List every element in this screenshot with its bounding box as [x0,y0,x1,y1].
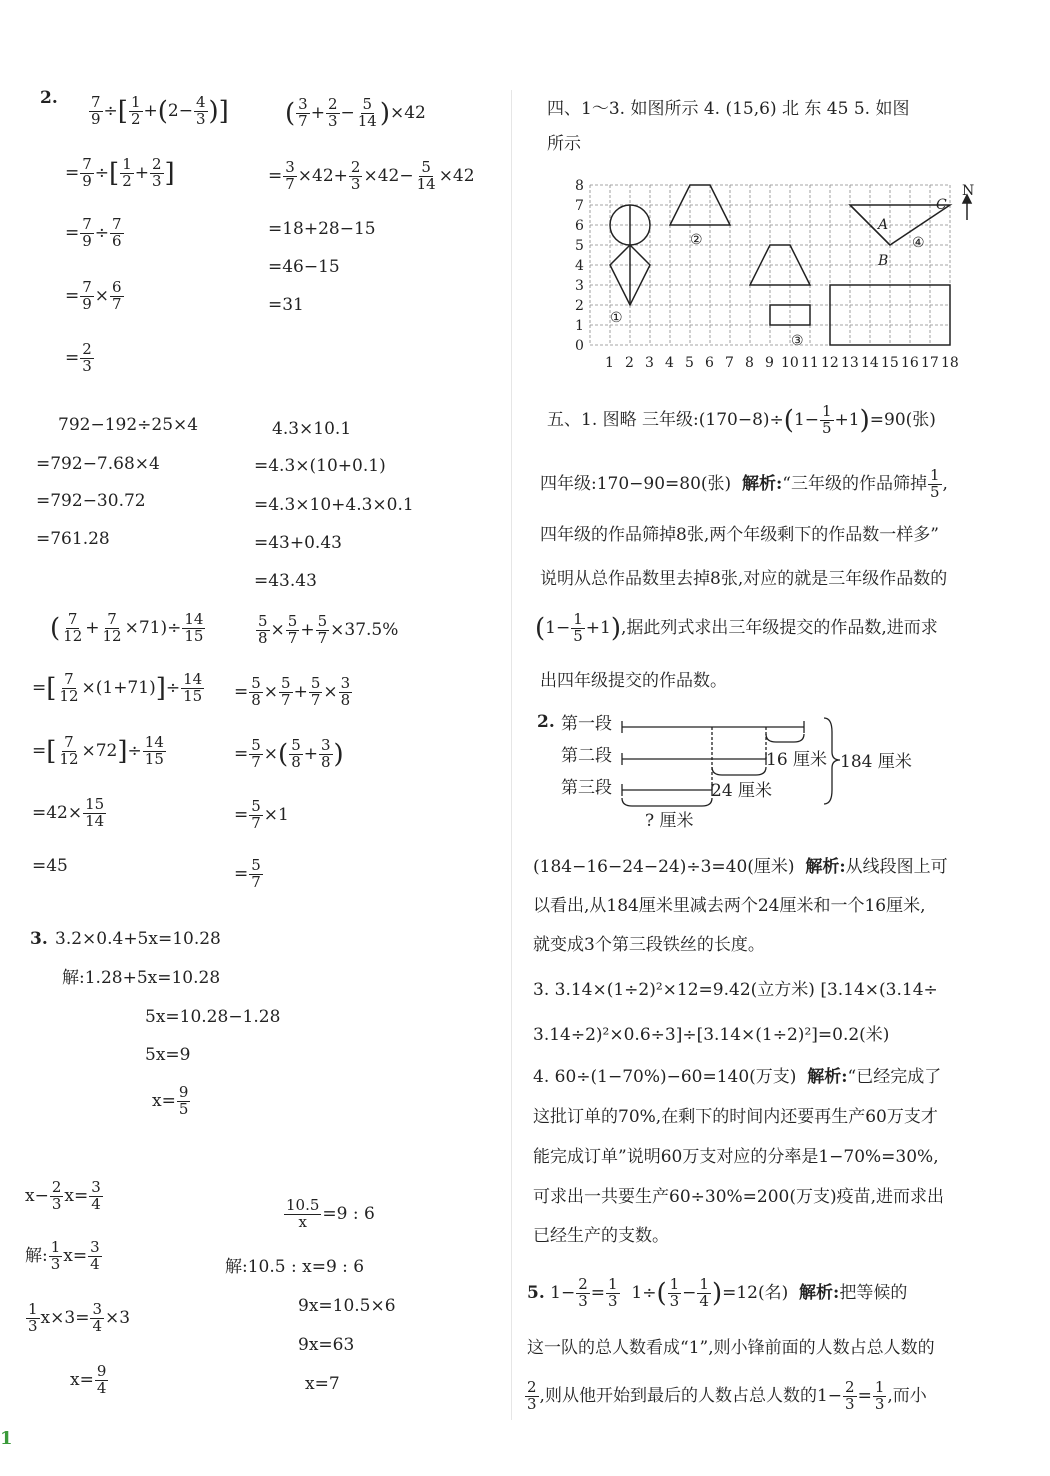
ex5-line4: =42× $\frac{15}{14}$ [32,795,105,830]
q4-line2: 这批订单的70%,在剩下的时间内还要再生产60万支才 [533,1107,938,1127]
q2-number-right: 2. [537,712,555,732]
label-circle-3: ③ [791,333,804,349]
label-circle-1: ① [610,310,623,326]
y-label: 3 [575,278,584,294]
ex1-line4: = $\frac{7}{9}$ × $\frac{6}{7}$ [65,278,122,313]
y-label: 0 [575,338,584,354]
page-mark: 1 [0,1428,13,1449]
q2-explain-3: 就变成3个第三段铁丝的长度。 [533,935,765,955]
x-label: 11 [801,355,819,371]
x-label: 3 [645,355,654,371]
q4-line4: 可求出一共要生产60÷30%=200(万支)疫苗,进而求出 [533,1187,945,1207]
q2-explain-2: 以看出,从184厘米里减去两个24厘米和一个16厘米, [533,896,926,916]
ex2-line4: =46−15 [268,257,340,277]
q5-answer: 5. 1− $\frac{2}{3}$ = $\frac{1}{3}$ 1÷( $\frac{1}{3}$ − $\frac{1}{4}$ )=12(名) 解析:把等候的 [527,1275,908,1310]
q5-line2: 这一队的总人数看成“1”,则小锋前面的人数占总人数的 [527,1338,935,1358]
ex6-line4: = $\frac{5}{7}$ ×1 [234,797,289,832]
ex6-line1: $\frac{5}{8}$ × $\frac{5}{7}$ + $\frac{5}{7}$ ×37.5% [258,612,399,647]
ex5-line1: ( $\frac{7}{12}$ + $\frac{7}{12}$ ×71)÷ $\frac{14}{15}$ [50,610,204,645]
segment2-label: 第二段 [561,746,612,766]
label-circle-2: ② [690,232,703,248]
ex3-line1: 792−192÷25×4 [58,415,199,435]
eq2-line1: $\frac{10.5}{x}$ =9 : 6 [286,1196,375,1231]
y-label: 1 [575,318,584,334]
ex2-line3: =18+28−15 [268,219,376,239]
ex6-line3: = $\frac{5}{7}$ ×( $\frac{5}{8}$ + $\frac{3}{8}$ ) [234,736,344,771]
y-label: 5 [575,238,584,254]
ex3-line4: =761.28 [36,529,110,549]
coordinate-grid-figure [560,175,980,385]
x-label: 17 [921,355,939,371]
q5-line3: $\frac{2}{3}$ ,则从他开始到最后的人数占总人数的1− $\frac{2}{3}$ = $\frac{1}{3}$ ,而小 [527,1378,927,1413]
north-label: N [962,183,975,199]
x-label: 5 [685,355,694,371]
eq1-line3: $\frac{1}{3}$ x×3= $\frac{3}{4}$ ×3 [28,1300,131,1335]
ex6-line5: = $\frac{5}{7}$ [234,856,261,891]
x-label: 2 [625,355,634,371]
y-label: 4 [575,258,584,274]
ex1-line1: $\frac{7}{9}$ ÷[ $\frac{1}{2}$ +(2− $\frac{4}{3}$ )] [91,93,229,128]
y-label: 8 [575,178,584,194]
ex5-line2: =[ $\frac{7}{12}$ ×(1+71)]÷ $\frac{14}{15}$ [32,670,203,705]
q3-line2: 解:1.28+5x=10.28 [62,968,221,988]
s5-q1-line6: 出四年级提交的作品数。 [540,671,727,691]
s5-q1-line2: 四年级:170−90=80(张) 解析:“三年级的作品筛掉 $\frac{1}{5}$ , [540,466,948,501]
q3-line4: 5x=9 [145,1045,191,1065]
s5-q1-line5: (1− $\frac{1}{5}$ +1),据此列式求出三年级提交的作品数,进而求 [535,610,938,645]
ex4-line2: =4.3×(10+0.1) [254,456,386,476]
ex4-line1: 4.3×10.1 [272,419,352,439]
x-label: 14 [861,355,879,371]
s5-q1-line1: 五、1. 图略 三年级:(170−8)÷(1− $\frac{1}{5}$ +1)=90(张) [547,402,936,437]
ex4-line5: =43.43 [254,571,317,591]
label-16cm: 16 厘米 [766,750,828,770]
ex6-line2: = $\frac{5}{8}$ × $\frac{5}{7}$ + $\frac{5}{7}$ × $\frac{3}{8}$ [234,674,351,709]
ex4-line3: =4.3×10+4.3×0.1 [254,495,414,515]
axis-labels [575,178,959,371]
eq2-line2: 解:10.5 : x=9 : 6 [225,1257,365,1277]
point-A: A [878,217,889,233]
x-label: 6 [705,355,714,371]
ex2-line2: = $\frac{3}{7}$ ×42+ $\frac{2}{3}$ ×42− $\frac{5}{14}$ ×42 [268,158,475,193]
x-label: 13 [841,355,859,371]
ex2-line1: ( $\frac{3}{7}$ + $\frac{2}{3}$ − $\frac{5}{14}$ )×42 [285,95,426,130]
ex1-line5: = $\frac{2}{3}$ [65,340,92,375]
ex4-line4: =43+0.43 [254,533,342,553]
q3-number: 3. [30,929,48,949]
ex2-line5: =31 [268,295,304,315]
ex1-line3: = $\frac{7}{9}$ ÷ $\frac{7}{6}$ [65,215,122,250]
point-B: B [878,253,889,269]
y-label: 7 [575,198,584,214]
x-label: 4 [665,355,674,371]
q3-line5: x= $\frac{9}{5}$ [152,1083,189,1118]
ex5-line5: =45 [32,856,68,876]
segment1-label: 第一段 [561,714,612,734]
y-label: 2 [575,298,584,314]
ex3-line2: =792−7.68×4 [36,454,160,474]
q4-line5: 已经生产的支数。 [533,1226,669,1246]
x-label: 18 [941,355,959,371]
x-label: 8 [745,355,754,371]
ex5-line3: =[ $\frac{7}{12}$ ×72]÷ $\frac{14}{15}$ [32,733,164,768]
eq1-line4: x= $\frac{9}{4}$ [70,1362,107,1397]
x-label: 10 [781,355,799,371]
eq2-line4: 9x=63 [298,1335,355,1355]
section4-line2: 所示 [547,134,581,154]
q4-answer: 4. 60÷(1−70%)−60=140(万支) 解析:“已经完成了 [533,1067,942,1087]
q3-answer-1: 3. 3.14×(1÷2)²×12=9.42(立方米) [3.14×(3.14÷ [533,980,938,1000]
q3-line3: 5x=10.28−1.28 [145,1007,281,1027]
label-184cm: 184 厘米 [840,752,912,772]
s5-q1-line3: 四年级的作品筛掉8张,两个年级剩下的作品数一样多” [540,525,939,545]
x-label: 16 [901,355,919,371]
label-circle-4: ④ [912,235,925,251]
q2-number: 2. [40,88,58,108]
ex1-line2: = $\frac{7}{9}$ ÷[ $\frac{1}{2}$ + $\frac{2}{3}$ ] [65,155,175,190]
x-label: 15 [881,355,899,371]
label-24cm: 24 厘米 [711,781,773,801]
eq2-line3: 9x=10.5×6 [298,1296,396,1316]
segment3-label: 第三段 [561,778,612,798]
eq1-line1: x− $\frac{2}{3}$ x= $\frac{3}{4}$ [25,1178,101,1213]
eq2-line5: x=7 [305,1374,340,1394]
label-unknown-cm: ? 厘米 [645,811,694,831]
q3-line1: 3.2×0.4+5x=10.28 [55,929,221,949]
s5-q1-line4: 说明从总作品数里去掉8张,对应的就是三年级作品数的 [540,569,948,589]
q4-line3: 能完成订单”说明60万支对应的分率是1−70%=30%, [533,1147,939,1167]
q3-answer-2: 3.14÷2)²×0.6÷3]÷[3.14×(1÷2)²]=0.2(米) [533,1025,890,1045]
x-label: 12 [821,355,839,371]
y-label: 6 [575,218,584,234]
x-label: 9 [765,355,774,371]
q2-answer: (184−16−24−24)÷3=40(厘米) 解析:从线段图上可 [533,857,948,877]
point-C: C [936,197,947,213]
x-label: 1 [605,355,614,371]
section4-line1: 四、1～3. 如图所示 4. (15,6) 北 东 45 5. 如图 [547,99,910,119]
ex3-line3: =792−30.72 [36,491,146,511]
column-divider [511,90,512,1420]
eq1-line2: 解: $\frac{1}{3}$ x= $\frac{3}{4}$ [25,1238,100,1273]
x-label: 7 [725,355,734,371]
